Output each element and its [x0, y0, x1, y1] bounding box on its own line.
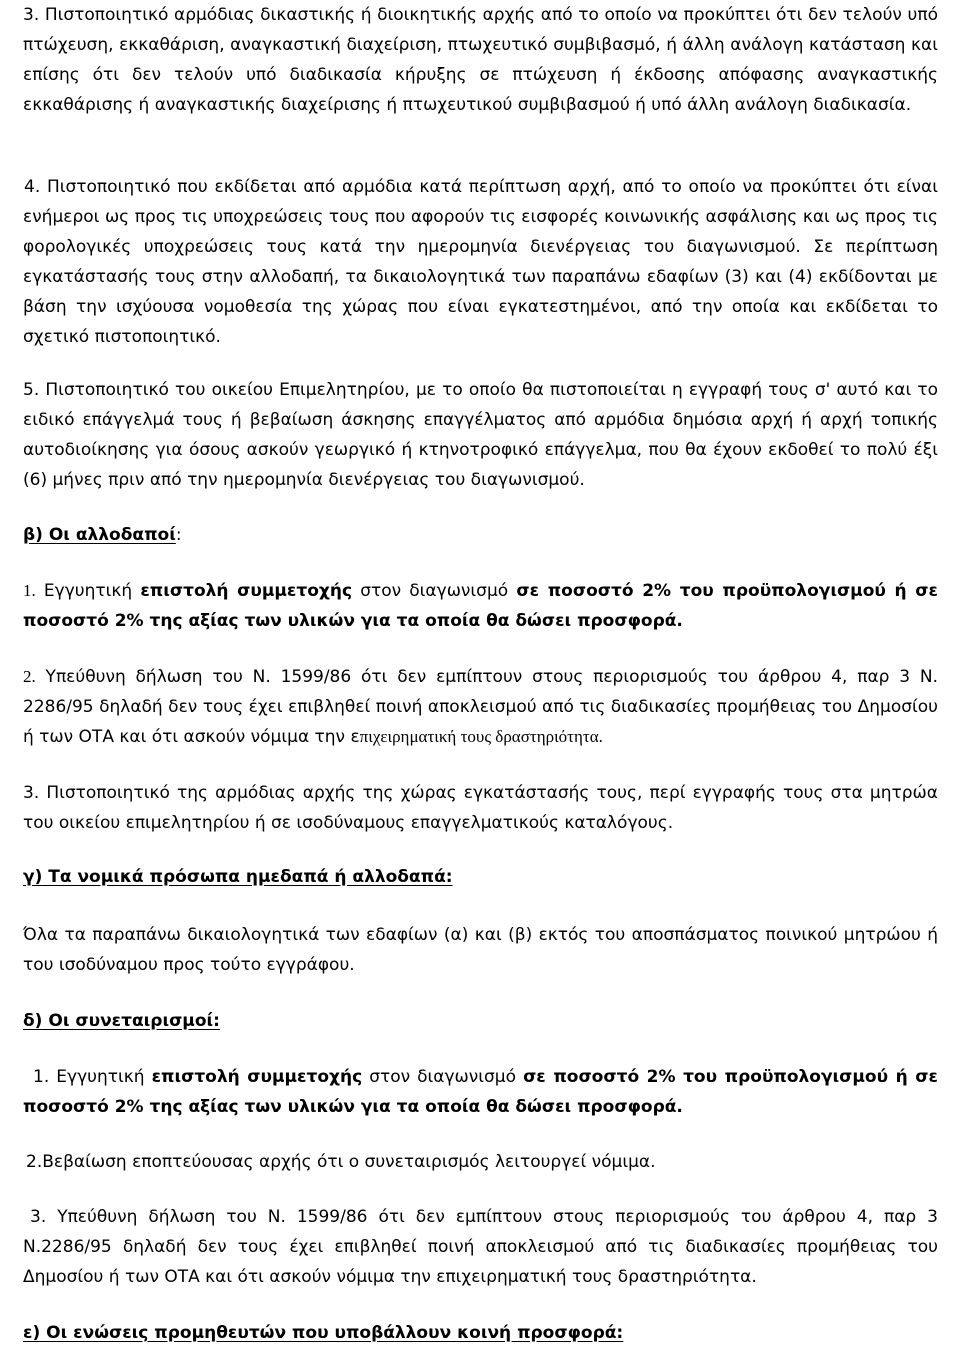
- section-b-item-1: [23, 576, 938, 636]
- paragraph-3: 3. Πιστοποιητικό αρμόδιας δικαστικής ή διοικητικής αρχής από το οποίο να προκύπτει ότι δεν τελούν υπό πτώχευση, εκκαθάριση, αναγκαστική διαχείριση, πτωχευτικό συμβιβασμό, ή άλλη ανάλογη κατάσταση και επίσης ότι δεν τελούν υπό διαδικασία κήρυξης σε πτώχευση ή έκδοσης απόφασης αναγκαστικής εκκαθάρισης ή αναγκαστικής διαχείρισης ή πτωχευτικού συμβιβασμού ή υπό άλλη ανάλογη διαδικασία.: [23, 5, 938, 115]
- section-b-heading: [23, 520, 938, 550]
- section-b-item-1-bold-a: επιστολή συμμετοχής: [140, 581, 353, 601]
- section-b-item-1-text-a: Εγγυητική: [35, 581, 141, 601]
- section-b-heading-text: β) Οι αλλοδαποί: [23, 525, 176, 545]
- section-d-heading: [23, 1006, 938, 1036]
- section-b-item-2-text-b: πιχειρηματική τους δραστηριότητα.: [359, 727, 603, 746]
- section-c-heading-text: γ) Τα νομικά πρόσωπα ημεδαπά ή αλλοδαπά:: [23, 867, 453, 887]
- section-d-item-1-text-b: στον διαγωνισμό: [362, 1067, 524, 1087]
- paragraph-4: 4. Πιστοποιητικό που εκδίδεται από αρμόδια κατά περίπτωση αρχή, από το οποίο να προκύπτει ότι είναι ενήμεροι ως προς τις υποχρεώσεις τους που αφορούν τις εισφορές κοινωνικής ασφάλισης και ως προς τις φορολογικές υποχρεώσεις τους κατά την ημερομηνία διενέργειας του διαγωνισμού. Σε περίπτωση εγκατάστασής τους στην αλλοδαπή, τα δικαιολογητικά των παραπάνω εδαφίων (3) και (4) εκδίδονται με βάση την ισχύουσα νομοθεσία της χώρας που είναι εγκατεστημένοι, από την οποία και εκδίδεται το σχετικό πιστοποιητικό.: [23, 177, 938, 347]
- section-b-item-1-text-b: στον διαγωνισμό: [352, 581, 517, 601]
- section-d-item-2: 2.Βεβαίωση εποπτεύουσας αρχής ότι ο συνεταιρισμός λειτουργεί νόμιμα.: [26, 1152, 656, 1172]
- section-b-item-3: 3. Πιστοποιητικό της αρμόδιας αρχής της χώρας εγκατάστασής τους, περί εγγραφής τους στα μητρώα του οικείου επιμελητηρίου ή σε ισοδύναμους επαγγελματικούς καταλόγους.: [23, 783, 938, 833]
- section-b-item-2-number: 2.: [23, 667, 36, 686]
- section-b-item-1-bold-b: σε ποσοστό 2% του προϋπολογισμού ή σε ποσοστό 2% της αξίας των υλικών για τα οποία θα δώσει προσφορά.: [23, 581, 939, 631]
- section-c-heading: [23, 862, 938, 892]
- section-d-item-1-number: 1.: [33, 1067, 50, 1087]
- section-b-item-2: [23, 662, 938, 752]
- section-d-heading-text: δ) Οι συνεταιρισμοί:: [23, 1011, 220, 1031]
- section-e-heading-text: ε) Οι ενώσεις προμηθευτών που υποβάλλουν κοινή προσφορά:: [23, 1323, 624, 1343]
- section-e-heading: [23, 1318, 938, 1348]
- section-c-text: Όλα τα παραπάνω δικαιολογητικά των εδαφίων (α) και (β) εκτός του αποσπάσματος ποινικού μητρώου ή του ισοδύναμου προς τούτο εγγράφου.: [23, 925, 938, 975]
- section-b-item-1-number: 1.: [23, 581, 36, 600]
- section-d-item-1-text-a: Εγγυητική: [49, 1067, 152, 1087]
- section-d-item-1: [23, 1062, 938, 1122]
- section-b-item-2-text-a: Υπεύθυνη δήλωση του Ν. 1599/86 ότι δεν εμπίπτουν στους περιορισμούς του άρθρου 4, παρ 3 Ν. 2286/95 δηλαδή δεν τους έχει επιβληθεί ποινή αποκλεισμού από τις διαδικασίες προμήθειας του Δημοσίου ή των ΟΤΑ και ότι ασκούν νόμιμα την ε: [23, 667, 938, 747]
- section-b-heading-colon: :: [175, 525, 182, 545]
- paragraph-5: 5. Πιστοποιητικό του οικείου Επιμελητηρίου, με το οποίο θα πιστοποιείται η εγγραφή τους σ' αυτό και το ειδικό επάγγελμά τους ή βεβαίωση άσκησης επαγγέλματος από αρμόδια δημόσια αρχή ή αρχή τοπικής αυτοδιοίκησης για όσους ασκούν γεωργικό ή κτηνοτροφικό επάγγελμα, που θα έχουν εκδοθεί το πολύ έξι (6) μήνες πριν από την ημερομηνία διενέργειας του διαγωνισμού.: [23, 380, 938, 490]
- section-d-item-1-bold-b: σε ποσοστό 2% του προϋπολογισμού ή σε ποσοστό 2% της αξίας των υλικών για τα οποία θα δώσει προσφορά.: [23, 1067, 938, 1117]
- section-d-item-1-bold-a: επιστολή συμμετοχής: [151, 1067, 363, 1087]
- section-d-item-3: 3. Υπεύθυνη δήλωση του Ν. 1599/86 ότι δεν εμπίπτουν στους περιορισμούς του άρθρου 4, παρ 3 Ν.2286/95 δηλαδή δεν τους έχει επιβληθεί ποινή αποκλεισμού από τις διαδικασίες προμήθειας του Δημοσίου ή των ΟΤΑ και ότι ασκούν νόμιμα την επιχειρηματική τους δραστηριότητα.: [23, 1207, 938, 1287]
